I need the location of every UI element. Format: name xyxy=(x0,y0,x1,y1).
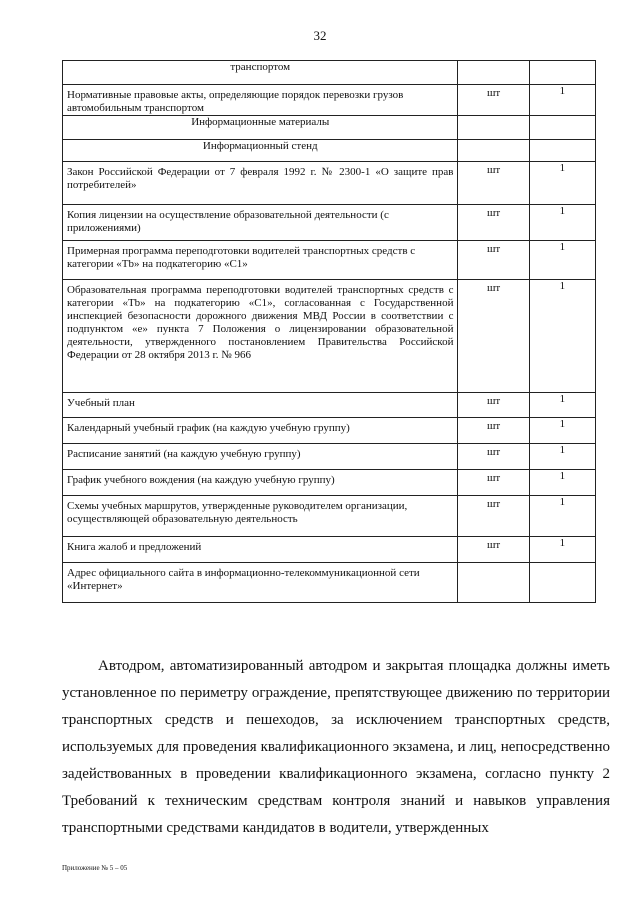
unit-cell xyxy=(458,205,529,241)
item-name-cell: Информационные материалы xyxy=(63,116,458,140)
unit-text: шт xyxy=(486,207,501,219)
page-number: 32 xyxy=(313,28,327,43)
item-name-cell: Информационный стенд xyxy=(63,140,458,162)
table-row xyxy=(63,205,596,241)
table-row xyxy=(63,496,596,537)
table-row xyxy=(63,393,596,418)
table-row xyxy=(63,61,596,85)
table-row xyxy=(63,85,596,116)
unit-cell xyxy=(458,470,529,496)
body-paragraph: Автодром, автоматизированный автодром и закрытая площадка должны иметь установленное по периметру ограждение, препятствующее движению по территории транспортных средств и пешеходов, за исключением транспортных средств, используемых для проведения квалификационного экзамена, и лиц, непосредственно задействованных в проведении квалификационного экзамена, согласно пункту 2 Требований к техническим средствам контроля знаний и навыков управления транспортными средствами кандидатов в водители, утвержденных xyxy=(62,658,610,836)
unit-cell xyxy=(458,418,529,444)
item-name-cell: Календарный учебный график (на каждую учебную группу) xyxy=(63,418,458,444)
quantity-cell xyxy=(529,496,595,537)
unit-text: шт xyxy=(486,539,501,551)
table-row xyxy=(63,470,596,496)
quantity-text: 1 xyxy=(559,85,566,97)
unit-cell xyxy=(458,393,529,418)
unit-cell xyxy=(458,61,529,85)
item-name-cell: транспортом xyxy=(63,61,458,85)
item-name-cell: Примерная программа переподготовки водителей транспортных средств с категории «Тb» на подкатегорию «С1» xyxy=(63,241,458,280)
item-name-cell: Нормативные правовые акты, определяющие порядок перевозки грузов автомобильным транспортом xyxy=(63,85,458,116)
quantity-cell xyxy=(529,393,595,418)
quantity-text: 1 xyxy=(559,162,566,174)
quantity-cell xyxy=(529,241,595,280)
quantity-text: 1 xyxy=(559,418,566,430)
quantity-cell xyxy=(529,205,595,241)
quantity-text: 1 xyxy=(559,205,566,217)
unit-text: шт xyxy=(486,498,501,510)
table-row xyxy=(63,140,596,162)
table-row xyxy=(63,537,596,563)
item-name-cell: Расписание занятий (на каждую учебную группу) xyxy=(63,444,458,470)
footer-note: Приложение № 5 – 05 xyxy=(62,864,128,872)
unit-text: шт xyxy=(486,446,501,458)
quantity-cell xyxy=(529,537,595,563)
item-name-cell: Книга жалоб и предложений xyxy=(63,537,458,563)
unit-cell xyxy=(458,140,529,162)
unit-text: шт xyxy=(486,87,501,99)
quantity-cell xyxy=(529,162,595,205)
table-row xyxy=(63,162,596,205)
quantity-cell xyxy=(529,444,595,470)
quantity-text: 1 xyxy=(559,496,566,508)
table-row xyxy=(63,418,596,444)
quantity-cell xyxy=(529,61,595,85)
table-row xyxy=(63,444,596,470)
equipment-table xyxy=(62,60,596,603)
item-name-cell: Адрес официального сайта в информационно-телекоммуникационной сети «Интернет» xyxy=(63,563,458,603)
quantity-text: 1 xyxy=(559,470,566,482)
unit-text: шт xyxy=(486,395,501,407)
unit-cell xyxy=(458,241,529,280)
item-name-cell: График учебного вождения (на каждую учебную группу) xyxy=(63,470,458,496)
table-row xyxy=(63,563,596,603)
quantity-cell xyxy=(529,470,595,496)
unit-cell xyxy=(458,85,529,116)
item-name-cell: Схемы учебных маршрутов, утвержденные руководителем организации, осуществляющей образовательную деятельность xyxy=(63,496,458,537)
quantity-cell xyxy=(529,140,595,162)
unit-cell xyxy=(458,537,529,563)
item-name-cell: Копия лицензии на осуществление образовательной деятельности (с приложениями) xyxy=(63,205,458,241)
unit-text: шт xyxy=(486,164,501,176)
table-row xyxy=(63,280,596,393)
item-name-cell: Закон Российской Федерации от 7 февраля 1992 г. № 2300-1 «О защите прав потребителей» xyxy=(63,162,458,205)
table-row xyxy=(63,116,596,140)
unit-cell xyxy=(458,280,529,393)
unit-text: шт xyxy=(486,243,501,255)
table-body xyxy=(63,61,596,603)
table-row xyxy=(63,241,596,280)
unit-cell xyxy=(458,116,529,140)
quantity-cell xyxy=(529,563,595,603)
quantity-text: 1 xyxy=(559,393,566,405)
unit-text: шт xyxy=(486,472,501,484)
unit-cell xyxy=(458,444,529,470)
quantity-text: 1 xyxy=(559,537,566,549)
unit-cell xyxy=(458,162,529,205)
unit-cell xyxy=(458,496,529,537)
unit-text: шт xyxy=(486,420,501,432)
item-name-cell: Учебный план xyxy=(63,393,458,418)
quantity-cell xyxy=(529,418,595,444)
unit-text: шт xyxy=(486,282,501,294)
quantity-text: 1 xyxy=(559,444,566,456)
item-name-cell: Образовательная программа переподготовки водителей транспортных средств с категории «Тb» на подкатегорию «С1», согласованная с Государственной инспекцией безопасности дорожного движения МВД России в соответствии с подпунктом «е» пункта 7 Положения о лицензировании образовательной деятельности, утвержденного постановлением Правительства Российской Федерации от 28 октября 2013 г. № 966 xyxy=(63,280,458,393)
quantity-text: 1 xyxy=(559,241,566,253)
quantity-cell xyxy=(529,85,595,116)
quantity-text: 1 xyxy=(559,280,566,292)
quantity-cell xyxy=(529,280,595,393)
unit-cell xyxy=(458,563,529,603)
quantity-cell xyxy=(529,116,595,140)
